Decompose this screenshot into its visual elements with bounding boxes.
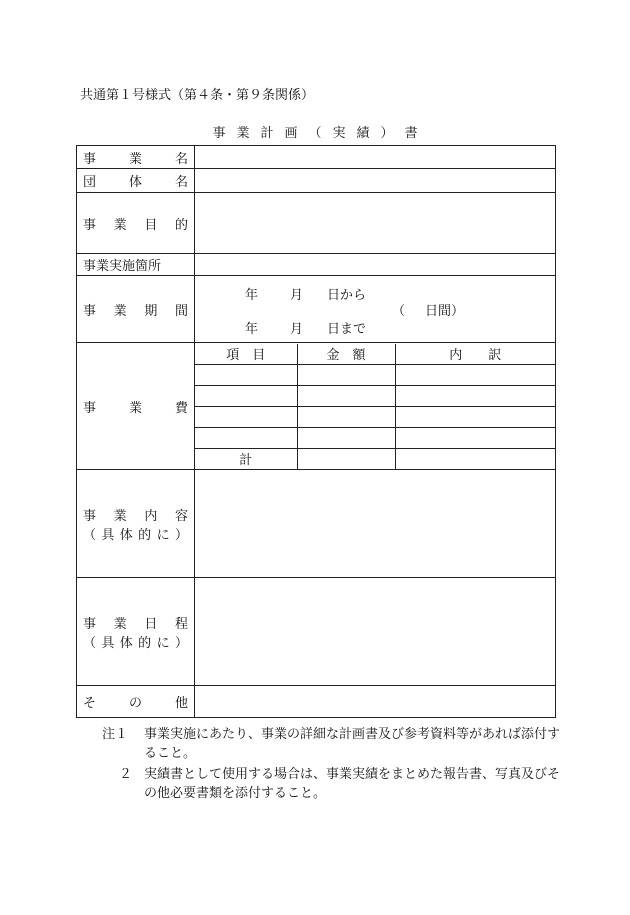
char: 業	[113, 303, 127, 319]
char: 日	[144, 616, 158, 632]
char: 間	[174, 303, 188, 319]
char: 容	[174, 508, 188, 524]
char: 体	[119, 527, 133, 543]
header-breakdown: 内 訳	[395, 344, 555, 365]
period-day-from: 日から	[327, 288, 367, 303]
char: （	[83, 635, 97, 651]
char: 他	[174, 696, 188, 711]
period-year-start: 年	[245, 288, 259, 303]
field-schedule[interactable]	[195, 578, 556, 686]
table-row	[195, 406, 555, 427]
char: 程	[174, 616, 188, 632]
label-organization	[77, 169, 195, 193]
field-content[interactable]	[195, 470, 556, 578]
period-paren-open: （	[392, 304, 406, 319]
table-row	[195, 385, 555, 406]
label-purpose	[77, 193, 195, 254]
field-period[interactable]	[195, 276, 556, 343]
char: ）	[174, 527, 188, 543]
char: 体	[128, 175, 142, 190]
char: 内	[144, 508, 158, 524]
note-number: ２	[118, 767, 132, 782]
period-year-end: 年	[245, 322, 259, 337]
note-number: 注１	[102, 727, 129, 742]
char: 名	[174, 175, 188, 190]
note-text: 事業実施にあたり、事業の詳細な計画書及び参考資料等があれば添付すること。	[144, 727, 561, 761]
total-amount[interactable]	[297, 448, 395, 469]
char: 事	[83, 508, 97, 524]
char: 事	[83, 303, 97, 319]
label-location	[77, 254, 195, 276]
cell-amount[interactable]	[297, 406, 395, 427]
note-text: 実績書として使用する場合は、事業実績をまとめた報告書、写真及びその他必要書類を添付すること。	[144, 767, 561, 801]
cell-amount[interactable]	[297, 385, 395, 406]
char: 業	[113, 616, 127, 632]
cell-item[interactable]	[195, 364, 297, 385]
label-cost	[77, 343, 195, 470]
char: そ	[83, 696, 97, 711]
label-schedule	[77, 578, 195, 686]
field-purpose[interactable]	[195, 193, 556, 254]
total-label: 計	[195, 448, 297, 469]
document-title: 事業計画（実績）書	[212, 126, 429, 141]
total-breakdown[interactable]	[395, 448, 555, 469]
char: 目	[144, 217, 158, 233]
header-item: 項 目	[195, 344, 297, 365]
period-month-start: 月	[290, 288, 304, 303]
form-number: 共通第１号様式（第４条・第９条関係）	[80, 88, 315, 103]
cell-amount[interactable]	[297, 427, 395, 448]
char: 事	[83, 217, 97, 233]
char: 具	[101, 527, 115, 543]
cell-breakdown[interactable]	[395, 385, 555, 406]
char: 業	[128, 151, 142, 167]
char: の	[128, 696, 142, 711]
label-other	[77, 686, 195, 718]
cell-breakdown[interactable]	[395, 364, 555, 385]
notes	[102, 725, 562, 805]
cell-item[interactable]	[195, 385, 297, 406]
note-item	[102, 725, 562, 763]
note-item	[102, 765, 562, 803]
table-row	[195, 427, 555, 448]
char: 事	[83, 151, 97, 167]
char: に	[156, 635, 170, 651]
char: ）	[174, 635, 188, 651]
char: 名	[174, 151, 188, 167]
char: 団	[83, 175, 97, 190]
cell-item[interactable]	[195, 427, 297, 448]
cost-breakdown-table	[195, 344, 555, 469]
period-month-end: 月	[290, 322, 304, 337]
header-amount: 金 額	[297, 344, 395, 365]
period-days: 日間）	[425, 304, 465, 319]
cell-breakdown[interactable]	[395, 427, 555, 448]
label-project-name	[77, 146, 195, 169]
char: （	[83, 527, 97, 543]
char: 事	[83, 616, 97, 632]
field-other[interactable]	[195, 686, 556, 718]
total-row	[195, 448, 555, 469]
char: 的	[138, 527, 152, 543]
table-row	[195, 364, 555, 385]
char: 業	[113, 508, 127, 524]
cell-item[interactable]	[195, 406, 297, 427]
label-period	[77, 276, 195, 343]
field-location[interactable]	[195, 254, 556, 276]
char: 事	[83, 400, 97, 416]
plan-form-table	[76, 145, 556, 718]
char: 的	[174, 217, 188, 233]
char: 具	[101, 635, 115, 651]
char: 業	[113, 217, 127, 233]
field-project-name[interactable]	[195, 146, 556, 169]
cell-breakdown[interactable]	[395, 406, 555, 427]
char: 業	[128, 400, 142, 416]
char: 期	[144, 303, 158, 319]
label-text: 事業実施箇所	[83, 259, 162, 274]
field-organization[interactable]	[195, 169, 556, 193]
cell-amount[interactable]	[297, 364, 395, 385]
cost-breakdown-cell	[195, 343, 556, 470]
period-day-until: 日まで	[327, 322, 367, 337]
char: 的	[138, 635, 152, 651]
label-content	[77, 470, 195, 578]
char: に	[156, 527, 170, 543]
char: 費	[174, 400, 188, 416]
char: 体	[119, 635, 133, 651]
